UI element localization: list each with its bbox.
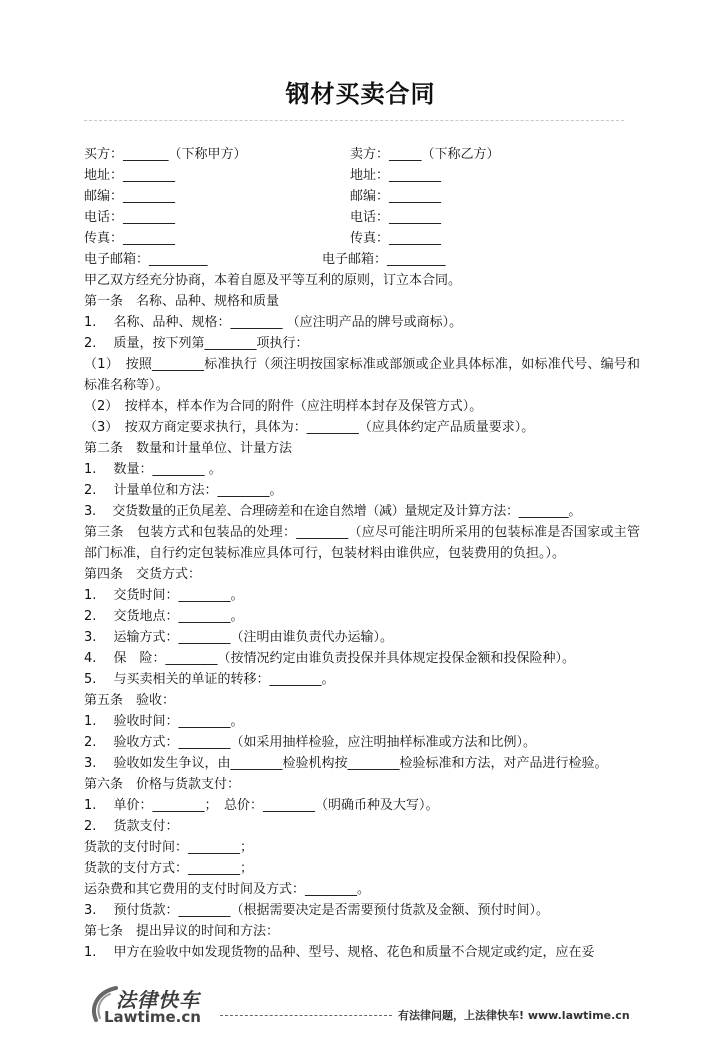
clause-line: 4. 保 险：________（按情况约定由谁负责投保并具体规定投保金额和投保险种）。 — [84, 651, 576, 666]
seller-field: 电话：________ — [350, 210, 442, 225]
clause-line: 1. 交货时间：________。 — [84, 588, 244, 603]
clause-line: 5. 与买卖相关的单证的转移：________。 — [84, 672, 335, 687]
clause-line: 1. 单价：________； 总价：________（明确币种及大写）。 — [84, 798, 439, 813]
clause-line: 1. 数量：________ 。 — [84, 462, 222, 477]
clause-line: 1. 名称、品种、规格：________ （应注明产品的牌号或商标）。 — [84, 315, 463, 330]
clause-line: 1. 甲方在验收中如发现货物的品种、型号、规格、花色和质量不合规定或约定，应在妥 — [84, 945, 595, 960]
clause-line: 2. 货款支付： — [84, 819, 179, 834]
article-heading: 第三条 包装方式和包装品的处理：________（应尽可能注明所采用的包装标准是否国家或主管部门标准，自行约定包装标准应具体可行，包装材料由谁供应，包装费用的负担。）。 — [84, 525, 640, 561]
seller-field: 传真：________ — [350, 231, 442, 246]
clause-line: 货款的支付方式：________； — [84, 861, 254, 876]
buyer-field: 电子邮箱：_________ — [84, 252, 208, 267]
party-row — [84, 207, 640, 228]
clause-line: 3. 预付货款：________（根据需要决定是否需要预付货款及金额、预付时间）。 — [84, 903, 550, 918]
buyer-field: 地址：________ — [84, 168, 176, 183]
clause-line: 3. 验收如发生争议，由________检验机构按________检验标准和方法，对产品进行检验。 — [84, 756, 608, 771]
seller-field: 卖方：_____（下称乙方） — [350, 147, 500, 162]
buyer-field: 买方：_______（下称甲方） — [84, 147, 247, 162]
title-divider — [84, 120, 624, 121]
intro-paragraph: 甲乙双方经充分协商，本着自愿及平等互利的原则，订立本合同。 — [84, 273, 462, 288]
footer-divider — [220, 1015, 392, 1016]
party-row — [84, 186, 640, 207]
clause-line: 3. 交货数量的正负尾差、合理磅差和在途自然增（减）量规定及计算方法：________。 — [84, 504, 582, 519]
seller-field: 地址：________ — [350, 168, 442, 183]
party-row — [84, 165, 640, 186]
article-heading: 第七条 提出异议的时间和方法： — [84, 924, 280, 939]
clause-line: 1. 验收时间：________。 — [84, 714, 244, 729]
article-heading: 第二条 数量和计量单位、计量方法 — [84, 441, 293, 456]
clause-line: 货款的支付时间：________； — [84, 840, 254, 855]
clause-line: 2. 交货地点：________。 — [84, 609, 244, 624]
article-heading: 第一条 名称、品种、规格和质量 — [84, 294, 280, 309]
party-row — [84, 228, 640, 249]
buyer-field: 传真：________ — [84, 231, 176, 246]
clause-line: 3. 运输方式：________（注明由谁负责代办运输）。 — [84, 630, 394, 645]
buyer-field: 电话：________ — [84, 210, 176, 225]
clause-line: （2） 按样本，样本作为合同的附件（应注明样本封存及保管方式）。 — [84, 399, 483, 414]
logo-chinese: 法律快车 — [116, 988, 200, 1012]
contract-body — [84, 144, 640, 963]
page-footer — [0, 982, 721, 1032]
clause-line: （3） 按双方商定要求执行，具体为：________（应具体约定产品质量要求）。 — [84, 420, 535, 435]
footer-slogan: 有法律问题，上法律快车! www.lawtime.cn — [398, 1009, 630, 1022]
clause-line: 2. 计量单位和方法：________。 — [84, 483, 283, 498]
party-row — [84, 144, 640, 165]
seller-field: 邮编：________ — [350, 189, 442, 204]
clause-line: 2. 验收方式：________（如采用抽样检验，应注明抽样标准或方法和比例）。 — [84, 735, 537, 750]
document-title: 钢材买卖合同 — [285, 79, 436, 108]
clause-line: 运杂费和其它费用的支付时间及方式：________。 — [84, 882, 371, 897]
party-row — [84, 249, 640, 270]
article-heading: 第六条 价格与货款支付： — [84, 777, 241, 792]
article-heading: 第四条 交货方式： — [84, 567, 202, 582]
clause-line: （1） 按照________标准执行（须注明按国家标准或部颁或企业具体标准，如标准代号、编号和标准名称等）。 — [84, 357, 640, 393]
logo-english: Lawtime.cn — [104, 1008, 201, 1026]
buyer-field: 邮编：________ — [84, 189, 176, 204]
seller-field: 电子邮箱：_________ — [322, 252, 446, 267]
article-heading: 第五条 验收： — [84, 693, 176, 708]
clause-line: 2. 质量，按下列第________项执行： — [84, 336, 309, 351]
